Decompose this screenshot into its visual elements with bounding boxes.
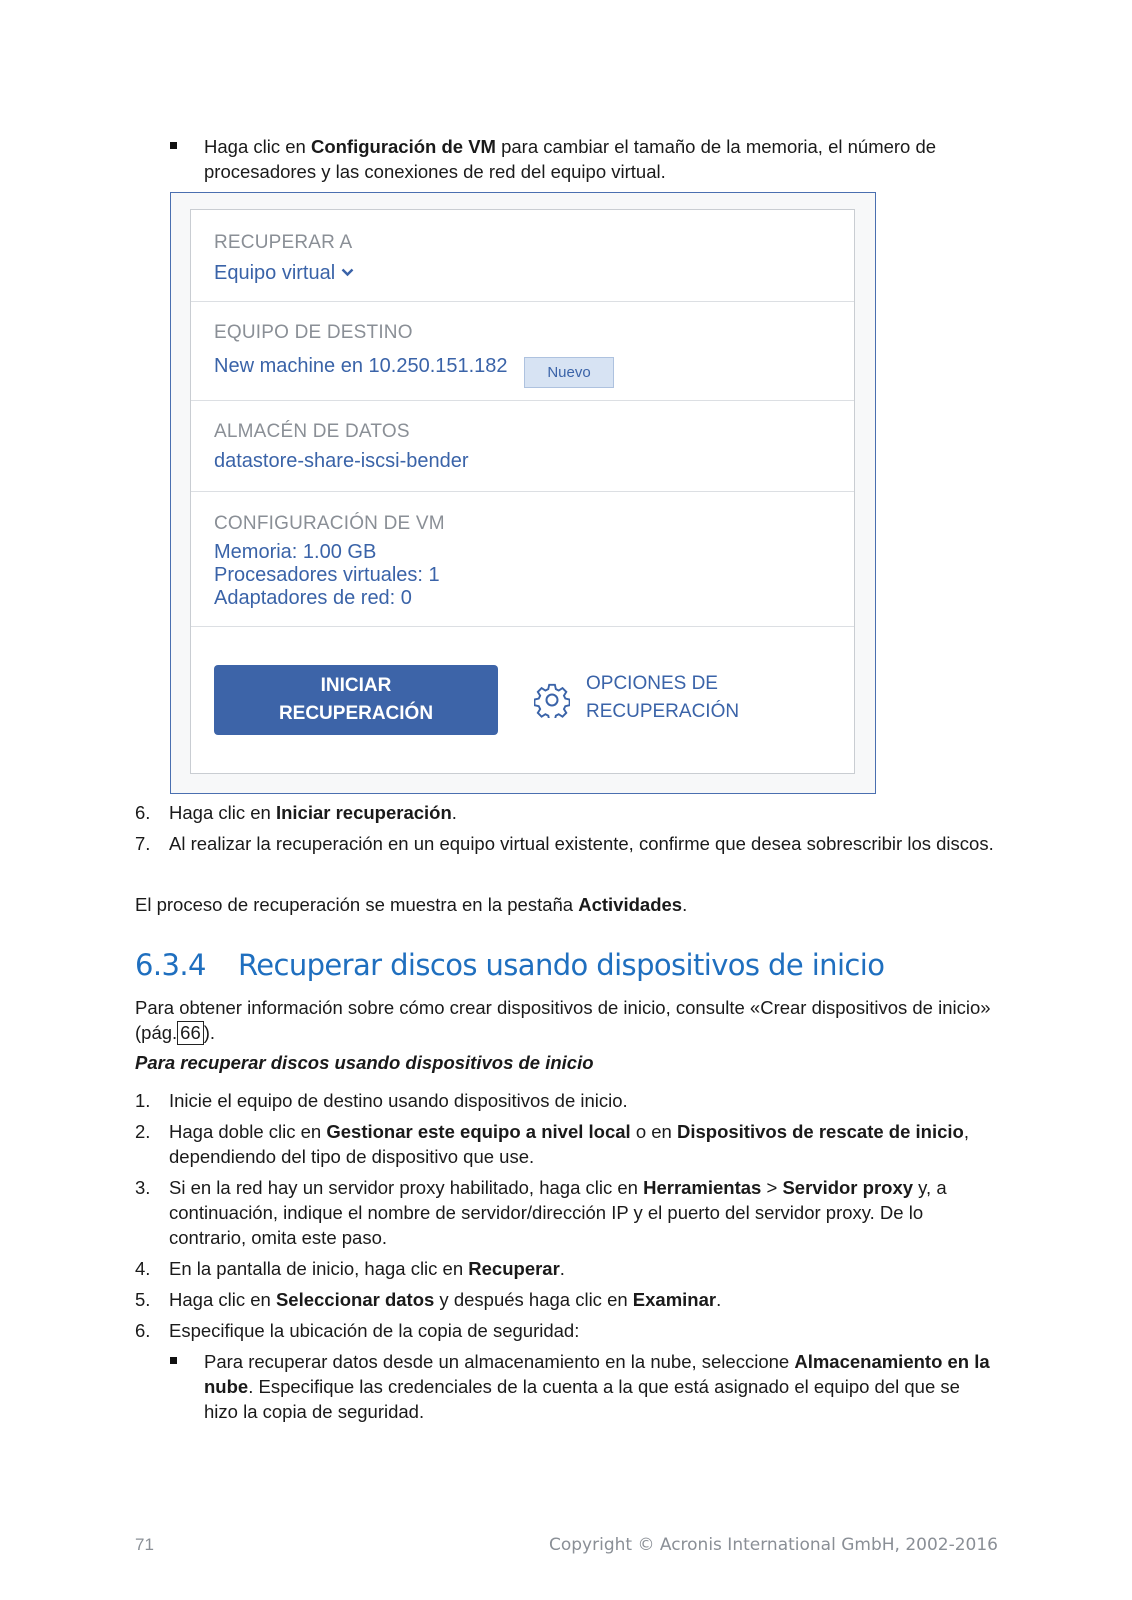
list-bold: Gestionar este equipo a nivel local — [326, 1121, 631, 1142]
gear-icon — [534, 682, 570, 718]
list-text: , dependiendo del tipo de dispositivo que use. — [169, 1121, 969, 1167]
new-badge: Nuevo — [524, 357, 614, 388]
list-text: Si en la red hay un servidor proxy habilitado, haga clic en — [169, 1177, 644, 1198]
list-text: y, a continuación, indique el nombre de servidor/dirección IP y el puerto del servidor proxy. De lo contrario, omita este paso. — [169, 1177, 947, 1248]
list-text: > — [761, 1177, 783, 1198]
list-text: y después haga clic en — [434, 1289, 633, 1310]
list-text: Especifique la ubicación de la copia de seguridad: — [169, 1320, 580, 1341]
nics-value: Adaptadores de red: 0 — [214, 587, 412, 609]
section-heading — [135, 948, 884, 982]
list-bold: Servidor proxy — [782, 1177, 914, 1198]
recovery-screenshot — [170, 192, 876, 794]
section-number: 6.3.4 — [135, 948, 206, 982]
list-text: . — [559, 1258, 565, 1279]
datastore-value[interactable]: datastore-share-iscsi-bender — [214, 450, 469, 472]
list-text: Haga doble clic en — [169, 1121, 327, 1142]
chevron-down-icon — [341, 261, 354, 284]
page-number: 71 — [135, 1535, 154, 1554]
target-machine-value[interactable]: New machine en 10.250.151.182 — [214, 355, 508, 377]
list-number: 3. — [135, 1177, 151, 1198]
intro-text: ). — [203, 1022, 216, 1043]
list-text: Al realizar la recuperación en un equipo virtual existente, confirme que desea sobrescribir los discos. — [169, 833, 994, 854]
start-recovery-line2: RECUPERACIÓN — [278, 703, 434, 724]
list-number: 6. — [135, 1320, 151, 1341]
procedure-subheading: Para recuperar discos usando dispositivos de inicio — [135, 1052, 594, 1073]
list-text: En la pantalla de inicio, haga clic en — [169, 1258, 469, 1279]
recovery-options-link[interactable] — [534, 670, 774, 730]
list-bold: Iniciar recuperación — [275, 802, 452, 823]
list-number: 5. — [135, 1289, 151, 1310]
note-text: . — [682, 894, 688, 915]
start-recovery-line1: INICIAR — [320, 675, 392, 696]
section-title: Recuperar discos usando dispositivos de inicio — [238, 948, 885, 982]
start-recovery-button[interactable] — [214, 665, 498, 735]
bullet-square-icon — [170, 142, 177, 149]
vm-config-section — [191, 491, 854, 627]
intro-paragraph — [135, 995, 995, 1045]
list-item — [135, 800, 995, 825]
list-bold: Examinar — [632, 1289, 717, 1310]
note-bold: Actividades — [578, 894, 683, 915]
activity-note — [135, 892, 995, 917]
bullet-text: Haga clic en — [204, 136, 311, 157]
recovery-panel — [190, 209, 855, 774]
list-bold: Recuperar — [468, 1258, 560, 1279]
vm-config-settings[interactable] — [214, 541, 440, 610]
list-number: 4. — [135, 1258, 151, 1279]
recover-to-label: RECUPERAR A — [214, 232, 353, 253]
bullet-text: Para recuperar datos desde un almacenamiento en la nube, seleccione — [204, 1351, 795, 1372]
bullet-square-icon — [170, 1357, 177, 1364]
target-machine-label: EQUIPO DE DESTINO — [214, 322, 413, 343]
bullet-text: para cambiar el tamaño de la memoria, el número de procesadores y las conexiones de red del equipo virtual. — [204, 136, 937, 182]
target-machine-section — [191, 301, 854, 401]
recover-to-dropdown[interactable] — [214, 261, 354, 285]
list-text: . — [716, 1289, 722, 1310]
datastore-label: ALMACÉN DE DATOS — [214, 421, 410, 442]
intro-text: Para obtener información sobre cómo crear dispositivos de inicio, consulte «Crear dispositivos de inicio» (pág. — [135, 997, 991, 1043]
list-number: 1. — [135, 1090, 151, 1111]
recover-to-value: Equipo virtual — [214, 262, 336, 284]
recover-to-section — [191, 210, 854, 302]
cpus-value: Procesadores virtuales: 1 — [214, 564, 440, 586]
list-text: o en — [630, 1121, 677, 1142]
list-bold: Seleccionar datos — [275, 1289, 435, 1310]
bullet-text: . Especifique las credenciales de la cuenta a la que está asignado el equipo del que se hizo la copia de seguridad. — [204, 1376, 960, 1422]
recovery-options-line1: OPCIONES DE — [586, 673, 718, 694]
list-number: 2. — [135, 1121, 151, 1142]
page-reference-link[interactable]: 66 — [177, 1021, 204, 1045]
list-bold: Dispositivos de rescate de inicio — [676, 1121, 964, 1142]
list-item — [135, 831, 995, 856]
list-item — [135, 1088, 995, 1113]
list-number: 6. — [135, 802, 151, 823]
list-item — [135, 1287, 995, 1312]
list-text: . — [451, 802, 457, 823]
bullet-bold: Configuración de VM — [310, 136, 496, 157]
list-item — [135, 1119, 995, 1169]
list-text: Haga clic en — [169, 1289, 276, 1310]
list-number: 7. — [135, 833, 151, 854]
list-bold: Herramientas — [643, 1177, 762, 1198]
datastore-section — [191, 400, 854, 492]
vm-config-label: CONFIGURACIÓN DE VM — [214, 513, 445, 534]
list-text: Haga clic en — [169, 802, 276, 823]
bullet-cloud-storage — [170, 1349, 990, 1424]
copyright-notice: Copyright © Acronis International GmbH, 2002-2016 — [548, 1535, 998, 1555]
list-item — [135, 1175, 995, 1250]
list-item — [135, 1256, 995, 1281]
list-text: Inicie el equipo de destino usando dispositivos de inicio. — [169, 1090, 628, 1111]
list-item — [135, 1318, 995, 1343]
memory-value: Memoria: 1.00 GB — [214, 541, 377, 563]
bullet-vm-config — [170, 134, 990, 184]
bullet-bold: Almacenamiento en la nube — [204, 1351, 990, 1397]
recovery-options-line2: RECUPERACIÓN — [586, 701, 740, 722]
note-text: El proceso de recuperación se muestra en la pestaña — [135, 894, 579, 915]
